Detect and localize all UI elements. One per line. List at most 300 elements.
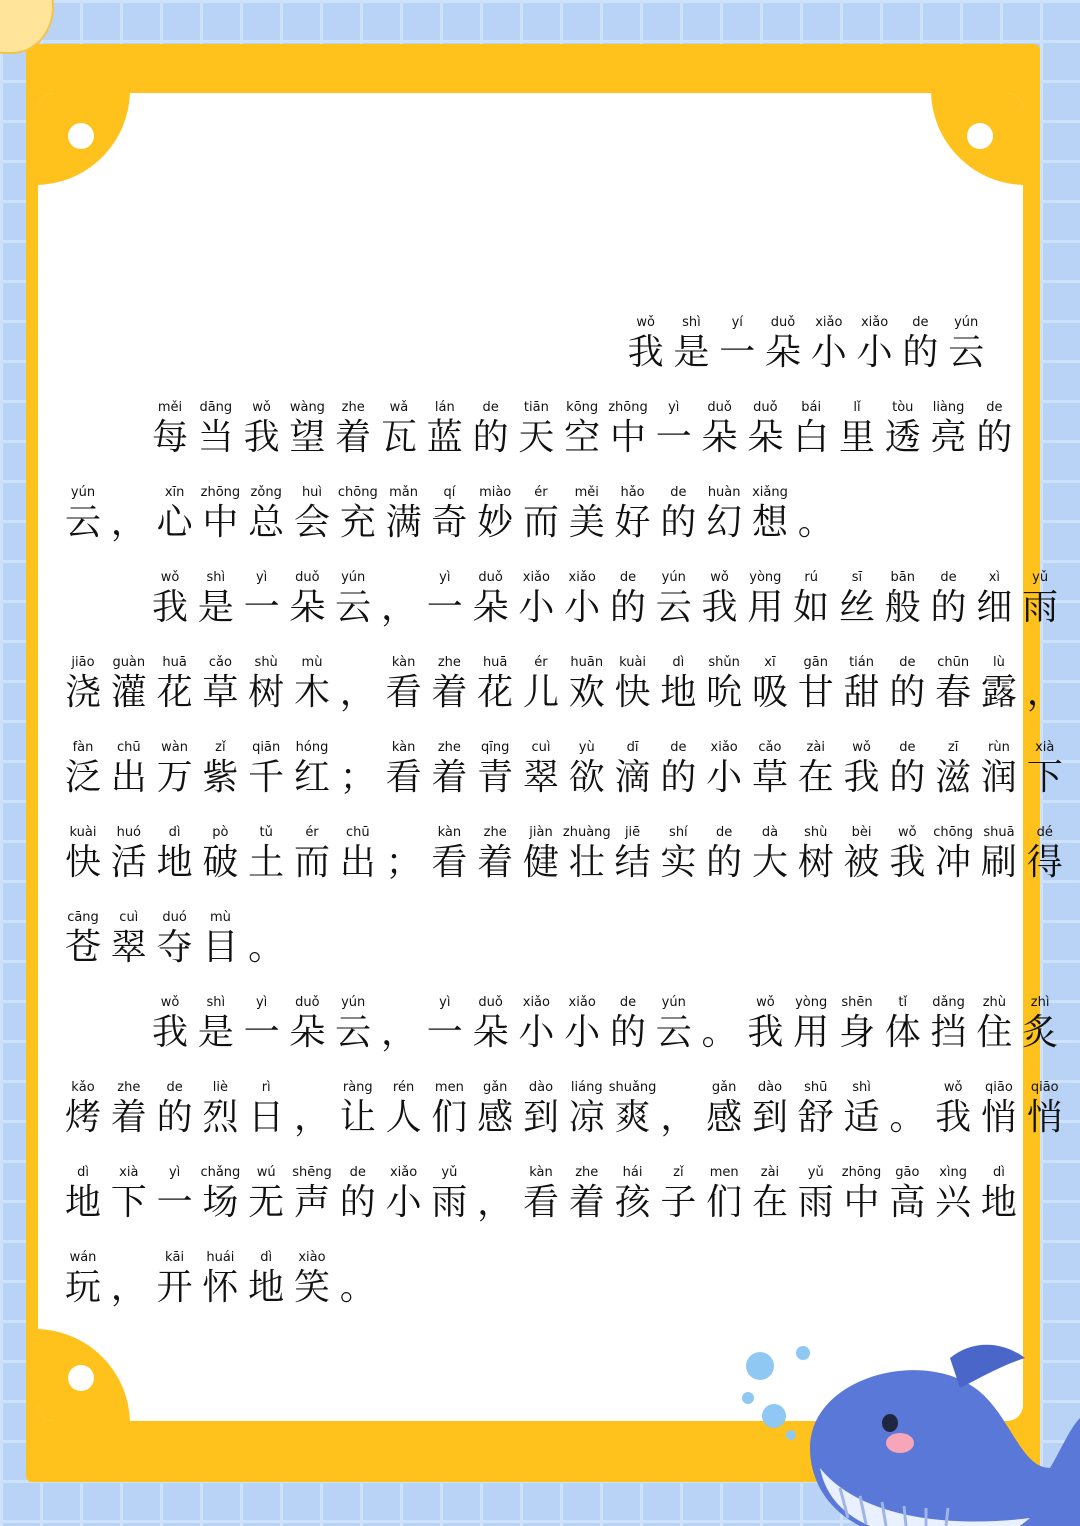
pinyin: wǎ bbox=[389, 400, 409, 415]
character-cell bbox=[285, 569, 329, 629]
hanzi: 吸 bbox=[751, 672, 788, 713]
character-cell bbox=[198, 824, 242, 884]
character-cell bbox=[519, 824, 563, 884]
character-cell bbox=[606, 399, 650, 459]
hanzi: 小 bbox=[518, 587, 555, 628]
hanzi: 结 bbox=[614, 842, 651, 883]
character-cell bbox=[702, 1164, 746, 1224]
pinyin: wán bbox=[69, 1250, 97, 1265]
pinyin: kāi bbox=[165, 1250, 185, 1265]
hanzi: 孩 bbox=[614, 1182, 651, 1223]
character-cell bbox=[244, 1079, 288, 1139]
hanzi: 着 bbox=[477, 842, 514, 883]
character-cell bbox=[285, 994, 329, 1054]
hanzi: 地 bbox=[248, 1267, 285, 1308]
pinyin: yì bbox=[168, 1165, 181, 1180]
character-cell bbox=[669, 314, 713, 374]
hanzi: 蓝 bbox=[426, 417, 463, 458]
hanzi: 瓦 bbox=[380, 417, 417, 458]
character-cell bbox=[977, 1164, 1021, 1224]
hanzi: 幻 bbox=[706, 502, 743, 543]
hanzi: 透 bbox=[884, 417, 921, 458]
character-cell bbox=[427, 484, 471, 544]
pinyin: dì bbox=[260, 1250, 273, 1265]
character-cell bbox=[61, 1164, 105, 1224]
character-cell bbox=[748, 484, 792, 544]
character-cell bbox=[565, 654, 609, 714]
character-cell bbox=[606, 994, 650, 1054]
hanzi: 奇 bbox=[431, 502, 468, 543]
pinyin: chōng bbox=[933, 825, 974, 840]
character-cell bbox=[748, 654, 792, 714]
pinyin: rì bbox=[261, 1080, 271, 1095]
character-cell bbox=[194, 569, 238, 629]
character-cell bbox=[840, 654, 884, 714]
hanzi: 。 bbox=[797, 502, 834, 543]
text-line bbox=[61, 1249, 382, 1309]
character-cell bbox=[519, 1164, 563, 1224]
hanzi: 一 bbox=[156, 1182, 193, 1223]
pinyin: rùn bbox=[988, 740, 1010, 755]
hanzi: 朵 bbox=[747, 417, 784, 458]
hanzi: 。 bbox=[889, 1097, 926, 1138]
hanzi: 声 bbox=[293, 1182, 330, 1223]
hanzi: 地 bbox=[980, 1182, 1017, 1223]
character-cell bbox=[427, 1164, 471, 1224]
pinyin: wǒ bbox=[943, 1080, 963, 1095]
pinyin: shǔn bbox=[708, 655, 740, 670]
pinyin: qiān bbox=[252, 740, 281, 755]
pinyin: zài bbox=[760, 1165, 780, 1180]
pinyin: chū bbox=[116, 740, 141, 755]
character-cell bbox=[61, 909, 105, 969]
character-cell bbox=[61, 484, 105, 544]
character-cell bbox=[244, 739, 288, 799]
pinyin: dì bbox=[77, 1165, 89, 1180]
pinyin: dāng bbox=[199, 400, 233, 415]
hanzi: 树 bbox=[797, 842, 834, 883]
character-cell bbox=[107, 484, 151, 544]
character-cell bbox=[427, 654, 471, 714]
pinyin: dào bbox=[757, 1080, 783, 1095]
hanzi: 小 bbox=[518, 1012, 555, 1053]
pinyin: duǒ bbox=[478, 995, 503, 1010]
character-cell bbox=[519, 484, 563, 544]
pinyin: zhōng bbox=[608, 400, 648, 415]
hanzi: 着 bbox=[335, 417, 372, 458]
hanzi: 我 bbox=[151, 587, 188, 628]
hanzi: 舒 bbox=[797, 1097, 834, 1138]
title-line bbox=[624, 314, 990, 374]
character-cell bbox=[382, 484, 426, 544]
character-cell bbox=[473, 739, 517, 799]
hanzi: 甘 bbox=[797, 672, 834, 713]
pinyin: gǎn bbox=[711, 1080, 737, 1095]
text-line bbox=[61, 824, 1069, 884]
pinyin: xī bbox=[764, 655, 776, 670]
pinyin: duó bbox=[162, 910, 187, 925]
character-cell bbox=[1023, 654, 1067, 714]
pinyin: wú bbox=[256, 1165, 276, 1180]
pinyin: cǎo bbox=[208, 655, 232, 670]
pinyin: wǒ bbox=[898, 825, 917, 840]
character-cell bbox=[514, 569, 558, 629]
pinyin: yún bbox=[341, 995, 366, 1010]
hanzi: 我 bbox=[843, 757, 880, 798]
pinyin: shì bbox=[852, 1080, 871, 1095]
hanzi: 雨 bbox=[1022, 587, 1059, 628]
character-cell bbox=[382, 654, 426, 714]
pinyin: duǒ bbox=[295, 570, 320, 585]
hanzi: 小 bbox=[385, 1182, 422, 1223]
hanzi: 看 bbox=[385, 672, 422, 713]
character-cell bbox=[881, 994, 925, 1054]
character-cell bbox=[290, 654, 334, 714]
character-cell bbox=[519, 739, 563, 799]
pinyin: de bbox=[619, 995, 637, 1010]
hanzi: 快 bbox=[64, 842, 101, 883]
character-cell bbox=[336, 824, 380, 884]
hanzi: 地 bbox=[64, 1182, 101, 1223]
pinyin: gǎn bbox=[482, 1080, 508, 1095]
hanzi: 一 bbox=[426, 1012, 463, 1053]
hanzi: ， bbox=[380, 587, 417, 628]
pinyin: hái bbox=[622, 1165, 643, 1180]
hanzi: ， bbox=[1026, 672, 1063, 713]
hanzi: 住 bbox=[976, 1012, 1013, 1053]
hanzi: 总 bbox=[248, 502, 285, 543]
character-cell bbox=[624, 314, 668, 374]
hanzi: ， bbox=[110, 502, 147, 543]
pinyin: men bbox=[434, 1080, 464, 1095]
hanzi: 子 bbox=[660, 1182, 697, 1223]
character-cell bbox=[473, 1164, 517, 1224]
pinyin: hǎo bbox=[620, 485, 645, 500]
pinyin: yì bbox=[439, 570, 451, 585]
hanzi: 而 bbox=[293, 842, 330, 883]
pinyin: zǒng bbox=[250, 485, 282, 500]
character-cell bbox=[148, 994, 192, 1054]
pinyin: mǎn bbox=[389, 485, 419, 500]
pinyin: chǎng bbox=[200, 1165, 241, 1180]
hanzi: 云 bbox=[335, 587, 372, 628]
hanzi: 我 bbox=[747, 1012, 784, 1053]
hanzi: 紫 bbox=[202, 757, 239, 798]
pinyin: xiǎo bbox=[815, 315, 843, 330]
character-cell bbox=[606, 569, 650, 629]
hanzi: 每 bbox=[151, 417, 188, 458]
pinyin: yún bbox=[341, 570, 366, 585]
hanzi: ； bbox=[385, 842, 422, 883]
pinyin: chū bbox=[345, 825, 370, 840]
character-cell bbox=[748, 824, 792, 884]
character-cell bbox=[514, 399, 558, 459]
hanzi: 着 bbox=[431, 672, 468, 713]
character-cell bbox=[107, 909, 151, 969]
hanzi: 一 bbox=[426, 587, 463, 628]
hanzi: 刷 bbox=[980, 842, 1017, 883]
character-cell bbox=[885, 1164, 929, 1224]
hanzi: 身 bbox=[838, 1012, 875, 1053]
character-cell bbox=[794, 654, 838, 714]
pinyin: lǐ bbox=[853, 400, 861, 415]
character-cell bbox=[1023, 739, 1067, 799]
pinyin: zhe bbox=[437, 655, 461, 670]
character-cell bbox=[427, 824, 471, 884]
character-cell bbox=[198, 1079, 242, 1139]
character-cell bbox=[743, 399, 787, 459]
text-line bbox=[61, 1164, 1023, 1224]
character-cell bbox=[931, 1164, 975, 1224]
character-cell bbox=[565, 1164, 609, 1224]
hanzi: 挡 bbox=[930, 1012, 967, 1053]
hanzi: 春 bbox=[935, 672, 972, 713]
character-cell bbox=[840, 824, 884, 884]
text-line bbox=[61, 739, 1069, 799]
character-cell bbox=[107, 1079, 151, 1139]
hanzi: 着 bbox=[568, 1182, 605, 1223]
character-cell bbox=[840, 739, 884, 799]
character-cell bbox=[153, 1079, 197, 1139]
hanzi: 朵 bbox=[289, 1012, 326, 1053]
character-cell bbox=[473, 654, 517, 714]
pinyin: wǒ bbox=[252, 400, 271, 415]
pinyin: xì bbox=[988, 570, 1000, 585]
pinyin: tòu bbox=[892, 400, 914, 415]
hanzi: 人 bbox=[385, 1097, 422, 1138]
hanzi: 云 bbox=[335, 1012, 372, 1053]
hanzi: 到 bbox=[751, 1097, 788, 1138]
text-line bbox=[61, 484, 840, 544]
hanzi: 朵 bbox=[472, 587, 509, 628]
character-cell bbox=[611, 824, 655, 884]
pinyin: huì bbox=[301, 485, 323, 500]
character-cell bbox=[931, 654, 975, 714]
pinyin: xiǎo bbox=[860, 315, 889, 330]
hanzi: 夺 bbox=[156, 927, 193, 968]
pinyin: jiàn bbox=[529, 825, 553, 840]
hanzi: 开 bbox=[156, 1267, 193, 1308]
pinyin: shuǎng bbox=[608, 1080, 657, 1095]
character-cell bbox=[652, 994, 696, 1054]
pinyin: xiǎng bbox=[752, 485, 788, 500]
hanzi: 看 bbox=[522, 1182, 559, 1223]
hanzi: 兴 bbox=[935, 1182, 972, 1223]
pinyin: cǎo bbox=[758, 740, 782, 755]
character-cell bbox=[148, 569, 192, 629]
pinyin: zài bbox=[806, 740, 825, 755]
character-cell bbox=[885, 1079, 929, 1139]
hanzi: 想 bbox=[751, 502, 788, 543]
hanzi: 木 bbox=[293, 672, 330, 713]
pinyin: huái bbox=[206, 1250, 235, 1265]
character-cell bbox=[748, 1164, 792, 1224]
pinyin: zǐ bbox=[673, 1165, 684, 1180]
hanzi: 里 bbox=[838, 417, 875, 458]
hanzi: 着 bbox=[431, 757, 468, 798]
character-cell bbox=[290, 1249, 334, 1309]
pinyin: xiǎo bbox=[522, 995, 550, 1010]
character-cell bbox=[244, 654, 288, 714]
pinyin: de bbox=[940, 570, 957, 585]
character-cell bbox=[61, 824, 105, 884]
hanzi: 天 bbox=[518, 417, 555, 458]
hanzi: ， bbox=[293, 1097, 330, 1138]
hanzi: 花 bbox=[477, 672, 514, 713]
pinyin: yǔ bbox=[441, 1165, 458, 1180]
character-cell bbox=[107, 739, 151, 799]
pinyin: duǒ bbox=[707, 400, 732, 415]
character-cell bbox=[61, 1079, 105, 1139]
character-cell bbox=[927, 994, 971, 1054]
hanzi: 而 bbox=[522, 502, 559, 543]
pinyin: duǒ bbox=[295, 995, 320, 1010]
character-cell bbox=[565, 484, 609, 544]
hanzi: 的 bbox=[472, 417, 509, 458]
character-cell bbox=[290, 1164, 334, 1224]
hanzi: 是 bbox=[673, 332, 710, 373]
pinyin: shū bbox=[804, 1080, 828, 1095]
character-cell bbox=[652, 399, 696, 459]
hanzi: 烤 bbox=[64, 1097, 101, 1138]
character-cell bbox=[519, 654, 563, 714]
hanzi: 土 bbox=[248, 842, 285, 883]
hanzi: 细 bbox=[976, 587, 1013, 628]
character-cell bbox=[656, 654, 700, 714]
pinyin: xiǎo bbox=[568, 570, 596, 585]
hanzi: 的 bbox=[609, 1012, 646, 1053]
hanzi: 冲 bbox=[935, 842, 972, 883]
character-cell bbox=[931, 824, 975, 884]
character-cell bbox=[972, 994, 1016, 1054]
character-cell bbox=[107, 1164, 151, 1224]
character-cell bbox=[927, 399, 971, 459]
pinyin: shì bbox=[682, 315, 701, 330]
pinyin: zhe bbox=[117, 1080, 141, 1095]
pinyin: tiān bbox=[523, 400, 549, 415]
hanzi: 当 bbox=[197, 417, 234, 458]
pinyin: ér bbox=[305, 825, 319, 840]
hanzi: 我 bbox=[935, 1097, 972, 1138]
hanzi: 感 bbox=[706, 1097, 743, 1138]
pinyin: liè bbox=[212, 1080, 228, 1095]
pinyin: huā bbox=[482, 655, 508, 670]
pinyin: lán bbox=[434, 400, 455, 415]
pinyin: huàn bbox=[707, 485, 741, 500]
pinyin: shù bbox=[804, 825, 828, 840]
character-cell bbox=[611, 484, 655, 544]
character-cell bbox=[835, 994, 879, 1054]
character-cell bbox=[336, 1079, 380, 1139]
hanzi: 健 bbox=[522, 842, 559, 883]
character-cell bbox=[656, 739, 700, 799]
character-cell bbox=[244, 484, 288, 544]
character-cell bbox=[977, 739, 1021, 799]
pinyin: lù bbox=[993, 655, 1005, 670]
character-cell bbox=[240, 994, 284, 1054]
hanzi: 笑 bbox=[293, 1267, 330, 1308]
hanzi: 出 bbox=[110, 757, 147, 798]
hanzi: ， bbox=[339, 672, 376, 713]
hanzi: 云 bbox=[655, 1012, 692, 1053]
hanzi: 在 bbox=[797, 757, 834, 798]
pinyin: kàn bbox=[437, 825, 462, 840]
character-cell bbox=[977, 654, 1021, 714]
pinyin: mù bbox=[209, 910, 231, 925]
character-cell bbox=[931, 1079, 975, 1139]
pinyin: kǎo bbox=[71, 1080, 95, 1095]
character-cell bbox=[198, 1164, 242, 1224]
pinyin: qiāo bbox=[1030, 1080, 1059, 1095]
pinyin: de bbox=[986, 400, 1003, 415]
pinyin: wǒ bbox=[160, 995, 180, 1010]
hanzi: 翠 bbox=[110, 927, 147, 968]
pinyin: tǐ bbox=[898, 995, 908, 1010]
pinyin: bèi bbox=[851, 825, 872, 840]
pinyin: de bbox=[912, 315, 929, 330]
hanzi: 朵 bbox=[765, 332, 802, 373]
pinyin: gān bbox=[803, 655, 828, 670]
hanzi: 望 bbox=[289, 417, 326, 458]
character-cell bbox=[331, 399, 375, 459]
pinyin: de bbox=[619, 570, 637, 585]
character-cell bbox=[702, 1079, 746, 1139]
hanzi: 美 bbox=[568, 502, 605, 543]
character-cell bbox=[972, 399, 1016, 459]
character-cell bbox=[290, 1079, 334, 1139]
character-cell bbox=[565, 739, 609, 799]
character-cell bbox=[702, 654, 746, 714]
character-cell bbox=[153, 484, 197, 544]
pinyin: xiǎo bbox=[568, 995, 596, 1010]
pinyin: rén bbox=[392, 1080, 415, 1095]
hanzi: 树 bbox=[248, 672, 285, 713]
pinyin: dī bbox=[626, 740, 639, 755]
character-cell bbox=[881, 569, 925, 629]
hanzi: 快 bbox=[614, 672, 651, 713]
pinyin: yì bbox=[255, 570, 268, 585]
character-cell bbox=[743, 569, 787, 629]
hanzi: 着 bbox=[110, 1097, 147, 1138]
character-cell bbox=[244, 1249, 288, 1309]
character-cell bbox=[560, 569, 604, 629]
pinyin: xiǎo bbox=[389, 1165, 418, 1180]
hanzi: 用 bbox=[793, 1012, 830, 1053]
character-cell bbox=[977, 824, 1021, 884]
character-cell bbox=[382, 1079, 426, 1139]
pinyin: yì bbox=[439, 995, 451, 1010]
character-cell bbox=[1023, 1079, 1067, 1139]
pinyin: hóng bbox=[295, 740, 329, 755]
pinyin: huān bbox=[570, 655, 604, 670]
pinyin: yòng bbox=[795, 995, 828, 1010]
hanzi: 日 bbox=[248, 1097, 285, 1138]
pinyin: kuài bbox=[69, 825, 97, 840]
hanzi: 好 bbox=[614, 502, 651, 543]
pinyin: yún bbox=[661, 995, 686, 1010]
hanzi: 破 bbox=[202, 842, 239, 883]
pinyin: kàn bbox=[529, 1165, 553, 1180]
pinyin: dé bbox=[1036, 825, 1053, 840]
character-cell bbox=[927, 569, 971, 629]
character-cell bbox=[835, 399, 879, 459]
pinyin: tǔ bbox=[259, 825, 273, 840]
hanzi: 。 bbox=[701, 1012, 738, 1053]
hanzi: 下 bbox=[1026, 757, 1063, 798]
pinyin: qí bbox=[443, 485, 456, 500]
hanzi: 被 bbox=[843, 842, 880, 883]
pinyin: huā bbox=[162, 655, 187, 670]
